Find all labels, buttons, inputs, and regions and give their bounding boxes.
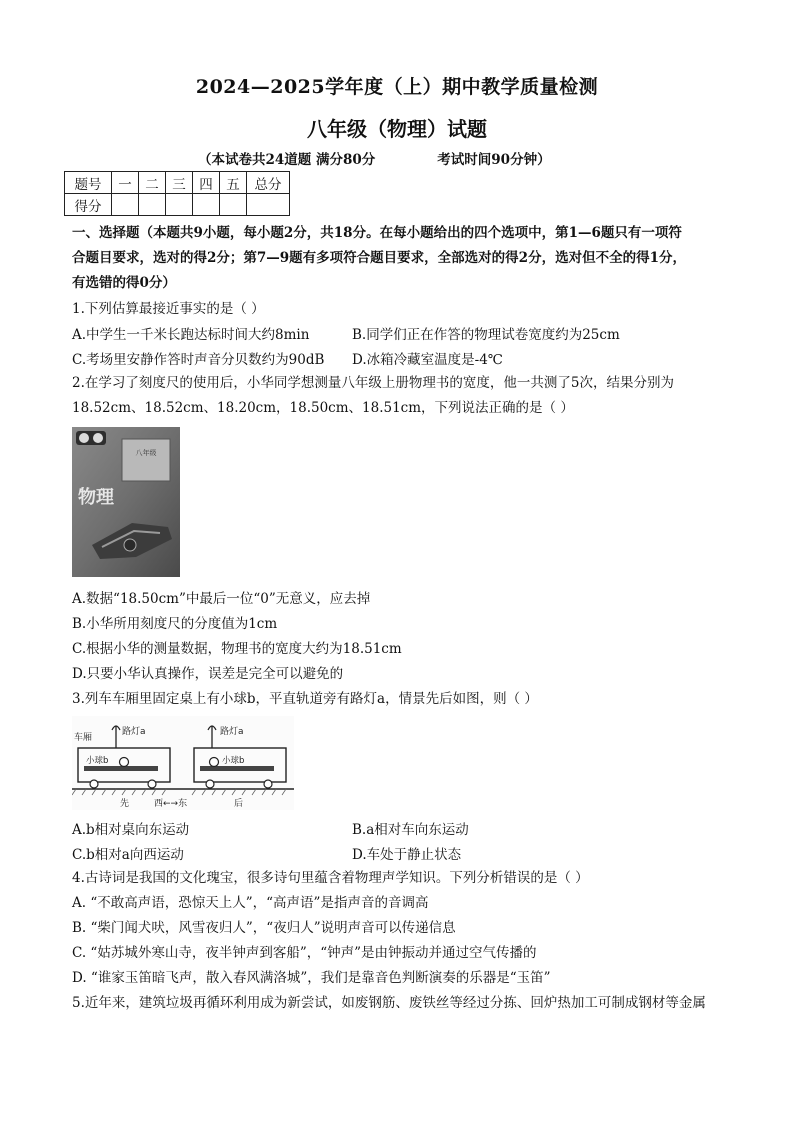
question-3-stem: 3.列车车厢里固定桌上有小球b，平直轨道旁有路灯a，情景先后如图，则（ ） bbox=[72, 691, 538, 707]
score-table-cell: 总分 bbox=[247, 172, 290, 194]
score-table-cell: 题号 bbox=[65, 172, 112, 194]
section-intro-line: 一、选择题（本题共9小题，每小题2分，共18分。在每小题给出的四个选项中，第1—6题只有一项符 bbox=[72, 225, 682, 241]
q1-option-b: B.同学们正在作答的物理试卷宽度约为25cm bbox=[352, 327, 620, 343]
score-table-header-row bbox=[65, 172, 290, 194]
score-table bbox=[64, 171, 290, 216]
train-figure bbox=[72, 716, 294, 810]
q4-option-a: A. “不敢高声语，恐惊天上人”，“高声语”是指声音的音调高 bbox=[72, 895, 429, 911]
question-2-stem-line1: 2.在学习了刻度尺的使用后，小华同学想测量八年级上册物理书的宽度，他一共测了5次，结果分别为 bbox=[72, 375, 674, 391]
exam-info-left: （本试卷共24道题 满分80分 bbox=[198, 152, 376, 168]
score-blank-cell bbox=[220, 194, 247, 216]
question-5-stem: 5.近年来，建筑垃圾再循环利用成为新尝试，如废钢筋、废铁丝等经过分拣、回炉热加工可制成钢材等金属 bbox=[72, 995, 706, 1011]
question-4-stem: 4.古诗词是我国的文化瑰宝，很多诗句里蕴含着物理声学知识。下列分析错误的是（ ） bbox=[72, 870, 589, 886]
exam-subject: 八年级（物理）试题 bbox=[307, 117, 487, 141]
score-blank-cell bbox=[139, 194, 166, 216]
q4-option-c: C. “姑苏城外寒山寺，夜半钟声到客船”，“钟声”是由钟振动并通过空气传播的 bbox=[72, 945, 537, 961]
q2-option-a: A.数据“18.50cm”中最后一位“0”无意义，应去掉 bbox=[72, 591, 371, 607]
q2-option-d: D.只要小华认真操作，误差是完全可以避免的 bbox=[72, 666, 344, 682]
fig-lamp-label-2: 路灯a bbox=[220, 727, 244, 737]
q2-option-c: C.根据小华的测量数据，物理书的宽度大约为18.51cm bbox=[72, 641, 402, 657]
fig-carriage-label: 车厢 bbox=[74, 733, 93, 743]
physics-book-image bbox=[72, 427, 180, 577]
score-table-cell: 五 bbox=[220, 172, 247, 194]
q3-option-b: B.a相对车向东运动 bbox=[352, 822, 469, 838]
q2-option-b: B.小华所用刻度尺的分度值为1cm bbox=[72, 616, 278, 632]
fig-after-label: 后 bbox=[234, 799, 244, 809]
exam-title: 2024—2025学年度（上）期中教学质量检测 bbox=[195, 76, 599, 98]
score-blank-cell bbox=[112, 194, 139, 216]
exam-info bbox=[198, 148, 551, 168]
fig-ball-label-1: 小球b bbox=[86, 756, 109, 766]
q3-option-c: C.b相对a向西运动 bbox=[72, 847, 184, 863]
score-table-cell: 二 bbox=[139, 172, 166, 194]
q1-option-d: D.冰箱冷藏室温度是-4℃ bbox=[352, 352, 503, 368]
fig-direction-label: 西←→东 bbox=[154, 799, 188, 809]
question-1-stem: 1.下列估算最接近事实的是（ ） bbox=[72, 301, 265, 317]
score-table-cell: 三 bbox=[166, 172, 193, 194]
book-grade-label: 八年级 bbox=[135, 449, 157, 457]
score-table-cell: 一 bbox=[112, 172, 139, 194]
section-intro-line: 合题目要求，选对的得2分；第7—9题有多项符合题目要求，全部选对的得2分，选对但不全的得1分， bbox=[72, 250, 686, 266]
score-table-cell: 得分 bbox=[65, 194, 112, 216]
question-2-stem-line2: 18.52cm、18.52cm、18.20cm，18.50cm、18.51cm，下列说法正确的是（ ） bbox=[72, 400, 574, 416]
fig-ball-label-2: 小球b bbox=[222, 756, 245, 766]
score-table-score-row bbox=[65, 194, 290, 216]
exam-info-right: 考试时间90分钟） bbox=[437, 152, 551, 168]
q3-option-d: D.车处于静止状态 bbox=[352, 847, 462, 863]
fig-first-label: 先 bbox=[120, 799, 130, 809]
q4-option-b: B. “柴门闻犬吠，风雪夜归人”，“夜归人”说明声音可以传递信息 bbox=[72, 920, 456, 936]
q1-option-a: A.中学生一千米长跑达标时间大约8min bbox=[72, 327, 310, 343]
section-intro-line: 有选错的得0分） bbox=[72, 275, 176, 291]
q4-option-d: D. “谁家玉笛暗飞声，散入春风满洛城”，我们是靠音色判断演奏的乐器是“玉笛” bbox=[72, 970, 551, 986]
book-title: 物理 bbox=[78, 487, 114, 508]
score-blank-cell bbox=[193, 194, 220, 216]
score-blank-cell bbox=[247, 194, 290, 216]
q1-option-c: C.考场里安静作答时声音分贝数约为90dB bbox=[72, 352, 325, 368]
q3-option-a: A.b相对桌向东运动 bbox=[72, 822, 190, 838]
score-blank-cell bbox=[166, 194, 193, 216]
score-table-cell: 四 bbox=[193, 172, 220, 194]
fig-lamp-label-1: 路灯a bbox=[122, 727, 146, 737]
